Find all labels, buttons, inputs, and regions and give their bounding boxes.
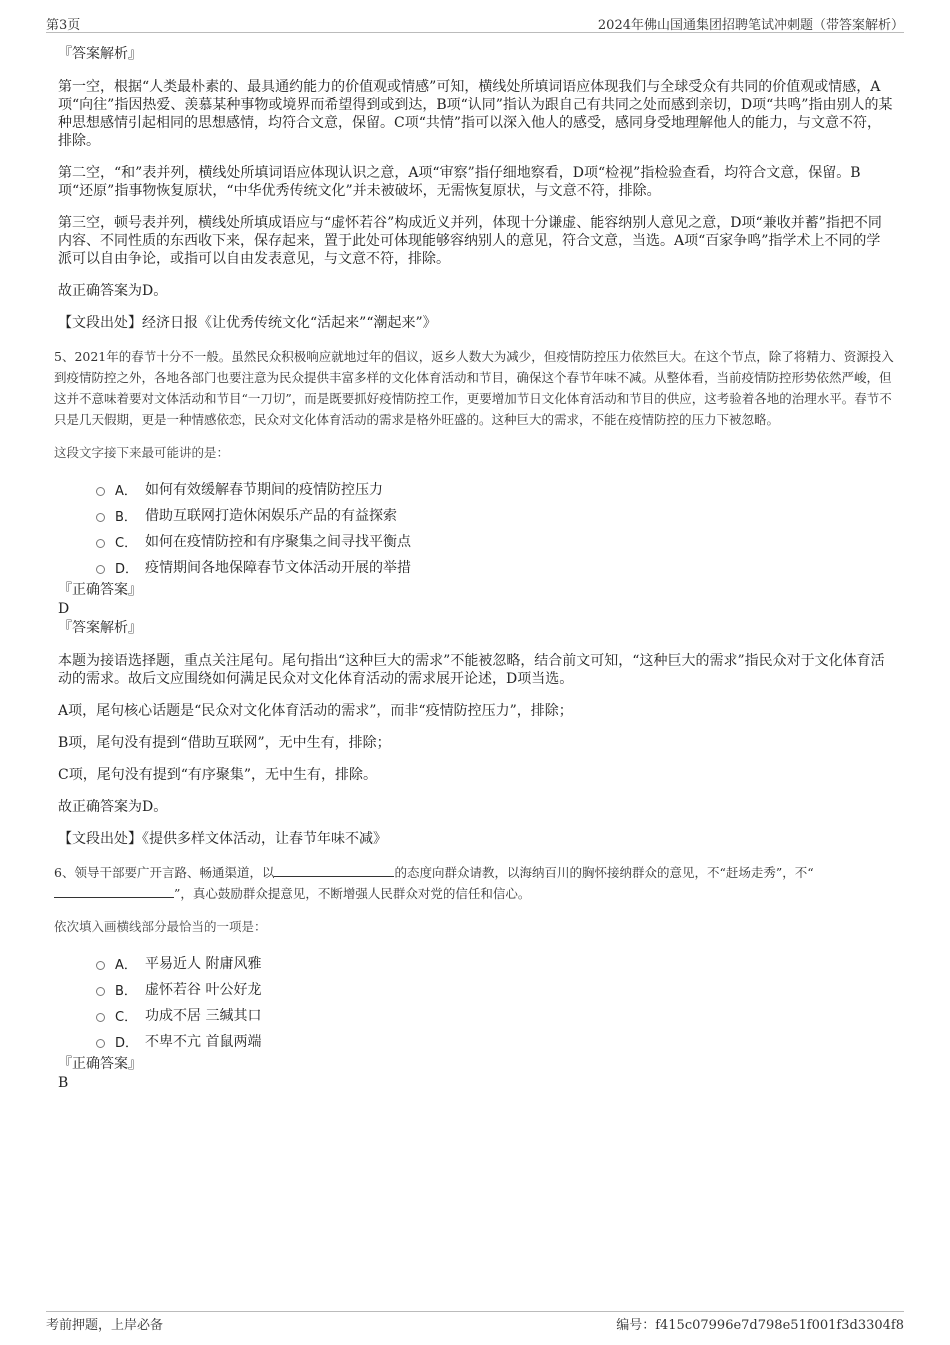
question-prompt: 依次填入画横线部分最恰当的一项是：: [54, 919, 267, 934]
option-text: 虚怀若谷 叶公好龙: [145, 982, 262, 998]
document-content: [56, 44, 894, 1092]
option-letter: A．: [115, 957, 137, 973]
footer-slogan: 考前押题，上岸必备: [46, 1318, 164, 1333]
option-text: 功成不居 三缄其口: [145, 1008, 262, 1024]
analysis-paragraph: C项，尾句没有提到“有序聚集”，无中生有，排除。: [58, 767, 378, 783]
option-letter: B．: [115, 509, 137, 525]
option-list: [96, 476, 894, 580]
analysis-paragraph: 第一空，根据“人类最朴素的、最具通约能力的价值观或情感”可知，横线处所填词语应体现我们与全球受众有共同的价值观或情感，A项“向往”指因热爱、羡慕某种事物或境界而希望得到或到达，B项“认同”指认为跟自己有共同之处而感到亲切，D项“共鸣”指由别人的某种思想感情引起相同的思想感情，均符合文意，保留。C项“共情”指可以深入他人的感受，感同身受地理解他人的能力，与文意不符，排除。: [58, 79, 893, 149]
source-citation: 【文段出处】《提供多样文体活动，让春节年味不减》: [58, 831, 387, 847]
option-text: 不卑不亢 首鼠两端: [145, 1034, 262, 1050]
option-a[interactable]: [96, 950, 894, 976]
option-text: 如何在疫情防控和有序聚集之间寻找平衡点: [145, 534, 411, 550]
analysis-paragraph: A项，尾句核心话题是“民众对文化体育活动的需求”，而非“疫情防控压力”，排除；: [58, 703, 573, 719]
page-number: 第3页: [46, 18, 81, 33]
analysis-paragraph: B项，尾句没有提到“借助互联网”，无中生有，排除；: [58, 735, 391, 751]
correct-answer: B: [58, 1075, 69, 1091]
analysis-tag: 『答案解析』: [58, 620, 142, 636]
page-header: [46, 10, 904, 33]
option-d[interactable]: [96, 1028, 894, 1054]
radio-icon[interactable]: [96, 987, 105, 996]
radio-icon[interactable]: [96, 513, 105, 522]
option-text: 如何有效缓解春节期间的疫情防控压力: [145, 482, 383, 498]
option-list: [96, 950, 894, 1054]
radio-icon[interactable]: [96, 1013, 105, 1022]
stem-part: 的态度向群众请教，以海纳百川的胸怀接纳群众的意见，不“赶场走秀”，不“: [394, 865, 814, 880]
radio-icon[interactable]: [96, 961, 105, 970]
option-letter: A．: [115, 483, 137, 499]
analysis-paragraph: 第二空，“和”表并列，横线处所填词语应体现认识之意，A项“审察”指仔细地察看，D项“检视”指检验查看，均符合文意，保留。B项“还原”指事物恢复原状，“中华优秀传统文化”并未被破坏，无需恢复原状，与文意不符，排除。: [58, 165, 861, 199]
stem-part: 6、领导干部要广开言路、畅通渠道，以: [54, 865, 275, 880]
analysis-tag: 『答案解析』: [58, 46, 142, 62]
option-letter: C．: [115, 1009, 138, 1025]
option-b[interactable]: [96, 502, 894, 528]
radio-icon[interactable]: [96, 565, 105, 574]
correct-answer-tag: 『正确答案』: [58, 582, 142, 598]
option-c[interactable]: [96, 528, 894, 554]
option-d[interactable]: [96, 554, 894, 580]
radio-icon[interactable]: [96, 1039, 105, 1048]
document-title: 2024年佛山国通集团招聘笔试冲刺题（带答案解析）: [597, 18, 904, 33]
option-letter: D．: [115, 561, 139, 577]
analysis-paragraph: 本题为接语选择题，重点关注尾句。尾句指出“这种巨大的需求”不能被忽略，结合前文可知，“这种巨大的需求”指民众对于文化体育活动的需求。故后文应围绕如何满足民众对文化体育活动的需求展开论述，D项当选。: [58, 653, 885, 687]
correct-answer: D: [58, 601, 70, 617]
option-c[interactable]: [96, 1002, 894, 1028]
source-citation: 【文段出处】经济日报《让优秀传统文化“活起来”“潮起来”》: [58, 315, 437, 331]
fill-blank: [274, 864, 394, 877]
question-stem: [54, 862, 894, 904]
option-letter: C．: [115, 535, 138, 551]
option-text: 疫情期间各地保障春节文体活动开展的举措: [145, 560, 411, 576]
radio-icon[interactable]: [96, 487, 105, 496]
correct-answer-tag: 『正确答案』: [58, 1056, 142, 1072]
option-text: 借助互联网打造休闲娱乐产品的有益探索: [145, 508, 397, 524]
document-id: 编号：f415c07996e7d798e51f001f3d3304f8: [616, 1318, 904, 1333]
fill-blank: [54, 885, 174, 898]
option-a[interactable]: [96, 476, 894, 502]
stem-part: ”，真心鼓励群众提意见，不断增强人民群众对党的信任和信心。: [174, 886, 531, 901]
question-prompt: 这段文字接下来最可能讲的是：: [54, 445, 230, 460]
question-stem: 5、2021年的春节十分不一般。虽然民众积极响应就地过年的倡议，返乡人数大为减少，但疫情防控压力依然巨大。在这个节点，除了将精力、资源投入到疫情防控之外，各地各部门也要注意为民众提供丰富多样的文化体育活动和节目，确保这个春节年味不减。从整体看，当前疫情防控形势依然严峻，但这并不意味着要对文体活动和节目“一刀切”，而是既要抓好疫情防控工作，更要增加节日文化体育活动和节目的供应，这考验着各地的治理水平。春节不只是几天假期，更是一种情感依恋，民众对文化体育活动的需求是格外旺盛的。这种巨大的需求，不能在疫情防控的压力下被忽略。: [54, 349, 894, 427]
conclusion-text: 故正确答案为D。: [58, 283, 168, 299]
analysis-paragraph: 第三空，顿号表并列，横线处所填成语应与“虚怀若谷”构成近义并列，体现十分谦虚、能容纳别人意见之意，D项“兼收并蓄”指把不同内容、不同性质的东西收下来，保存起来，置于此处可体现能够容纳别人的意见，符合文意，当选。A项“百家争鸣”指学术上不同的学派可以自由争论，或指可以自由发表意见，与文意不符，排除。: [58, 215, 882, 267]
conclusion-text: 故正确答案为D。: [58, 799, 168, 815]
option-letter: D．: [115, 1035, 139, 1051]
radio-icon[interactable]: [96, 539, 105, 548]
option-b[interactable]: [96, 976, 894, 1002]
option-letter: B．: [115, 983, 137, 999]
option-text: 平易近人 附庸风雅: [145, 956, 262, 972]
page-footer: [46, 1311, 904, 1334]
